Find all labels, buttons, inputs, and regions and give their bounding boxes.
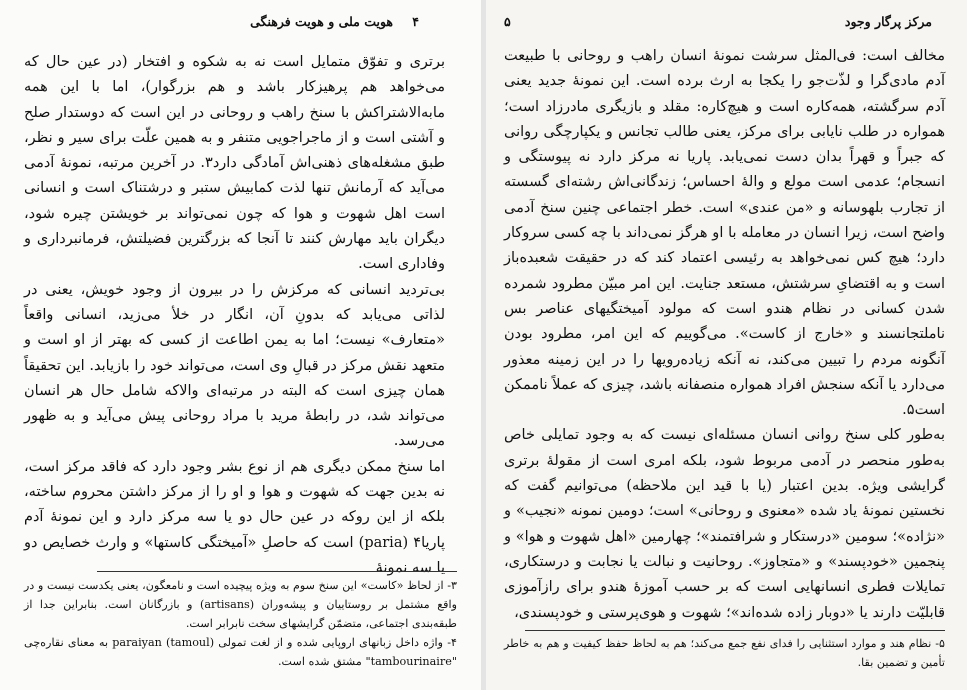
left-page-body <box>24 50 445 581</box>
right-paragraph-2: به‌طور کلی سنخ روانی انسان مسئله‌ای نیست که به وجود تمایلی خاص به‌طور منحصر در آدمی مربوط شود، بلکه امری است از مقولهٔ برتری گرایشی ویژه. بدین اعتبار (یا با قید این ملاحظه) می‌توانیم گفت که نخستین نمونهٔ یاد شده «معنوی و روحانی» است؛ دومین نمونه «نجیب» و «نژاده»؛ سومین «درستکار و شرافتمند»؛ چهارمین «اهل شهوت و هوا» و پنجمین «خودپسند» و «متجاوز». روحانیت و نبالت یا نجابت و درستکاری، تمایلات فطری انسانهایی است که بر حسب آموزهٔ هندو برای رازآموزی قابلیّت دارند یا «دوبار زاده شده‌اند»؛ شهوت و هوی‌پرستی و خودپسندی، <box>504 427 945 621</box>
left-paragraph-2: بی‌تردید انسانی که مرکزش را در بیرون از وجود خویش، یعنی در لذاتی می‌یابد که بدونِ آن، انگار در خلأ می‌زید، انسانی واقعاً «متعارف» نیست؛ اما به یمن اطاعت از کسی که بهتر از او است و متعهد نقش مرکز در قبالِ وی است، می‌تواند خود را بازیابد. این تحقیقاً همان چیزی است که البته در مرتبه‌ای والاکه شامل حال هر انسان می‌تواند شد، در رابطهٔ مرید با مراد روحانی پیش می‌آید و به ظهور می‌رسد. <box>24 281 445 450</box>
right-footnotes <box>504 634 945 672</box>
left-page-header <box>40 14 419 34</box>
footnote-5: ۵- نظام هند و موارد استثنایی را فدای نفع جمع می‌کند؛ هم به لحاظ حفظ کیفیت و هم به خاطر تأمین و تضمین بقا. <box>504 637 945 669</box>
footnote-4: ۴- واژه داخل زبانهای اروپایی شده و از لغت تمولی (tamoul) paraiyan به معنای نقاره‌چی "tambourinaire" مشتق شده است. <box>24 636 457 668</box>
right-page-header <box>504 14 932 34</box>
right-page-body <box>504 44 945 626</box>
left-page <box>0 0 481 690</box>
right-page-number: ۵ <box>504 14 511 29</box>
footnote-3: ۳- از لحاظ «کاست» این سنخ سوم به ویژه پیچیده است و نامعگون، یعنی یکدست نیست و در واقع مشتمل بر روستاییان و پیشه‌وران (artisans) و بازرگانان است. بنابراین جدا از طبقه‌بندی اجتماعی، متضمّن گرایشهای سخت نابرابر است. <box>24 579 458 630</box>
right-running-title: مرکز پرگار وجود <box>844 14 932 29</box>
right-page <box>486 0 967 690</box>
left-page-number: ۴ <box>412 14 419 29</box>
left-footnotes <box>24 576 457 671</box>
left-paragraph-3: اما سنخ ممکن دیگری هم از نوع بشر وجود دارد که فاقد مرکز است، نه بدین جهت که شهوت و هوا و او را از مرکز داشتن محروم ساخته، بلکه از این روکه در عین حال دو یا سه مرکز دارد و این نمونهٔ آدم پاریا۴ (paria) است که حاصلِ «آمیختگی کاستها» و وارث خصایص دو یا سه نمونهٔ <box>24 458 445 576</box>
left-running-title: هویت ملی و هویت فرهنگی <box>250 14 393 29</box>
right-footnote-divider <box>525 630 945 631</box>
right-paragraph-1: مخالف است: فی‌المثل سرشت نمونهٔ انسان راهب و روحانی با طبیعت آدم مادی‌گرا و لذّت‌جو را یکجا به ارث برده است. این نمونهٔ جدید یعنی آدم سرگشته، همه‌کاره است و هیچ‌کاره: مقلد و بازیگری مادرزاد است؛ همواره در طلب نایابی برای مرکز، یعنی طالب تجانس و یکپارچگی روانی که جبراً و قهراً بدان دست نمی‌یابد. پاریا نه مرکز دارد نه پیوستگی و انسجام؛ عدمی است مولع و والهٔ احساس؛ زندگانی‌اش رشته‌ای گسسته از تجارب بلهوسانه و «من عندی» است. خطر اجتماعی چنین سنخ آدمی واضح است، زیرا انسان در معامله با او هرگز نمی‌داند با چه کسی سروکار دارد؛ هیچ کس نمی‌خواهد به رئیسی اعتماد کند که در حقیقت شعبده‌باز است و به اقتضایِ سرشتش، مستعد جنایت. این امر مبیّن مطرود شمرده شدن کسانی در نظام هندو است که مولود آمیختگیهای عناصر بس ناملتجانسند و «خارج از کاست». می‌گوییم که این امر، مطرود بودن آنگونه مردم را تبیین می‌کند، نه آنکه زیاده‌رویها را در این زمینه معذور می‌دارد یا آنکه سنجش افراد همواره منصفانه باشد، چیزی که عملاً ناممکن است۵. <box>504 48 945 419</box>
left-paragraph-1: برتری و تفوّق متمایل است نه به شکوه و افتخار (در عین حال که می‌خواهد هم پرهیزکار باشد و هم بزرگوار)، اما با این همه مابه‌الاشتراکش با سنخ راهب و روحانی در این است که دوستدار صلح و آشتی است و از ماجراجویی متنفر و به همین علّت برای سیر و نظر، طبق مشغله‌های ذهنی‌اش آمادگی دارد۳. در آخرین مرتبه، نمونهٔ آدمی می‌آید که آرمانش تنها لذت کمابیش ستبر و درشتناک است و انسانی است اهل شهوت و هوا که چون نمی‌تواند بر خویشتن چیره شود، دیگران باید مهارش کنند تا آنجا که بزرگترین فضیلتش، فرمانبرداری و وفاداری است. <box>24 54 446 273</box>
left-footnote-divider <box>97 571 457 572</box>
